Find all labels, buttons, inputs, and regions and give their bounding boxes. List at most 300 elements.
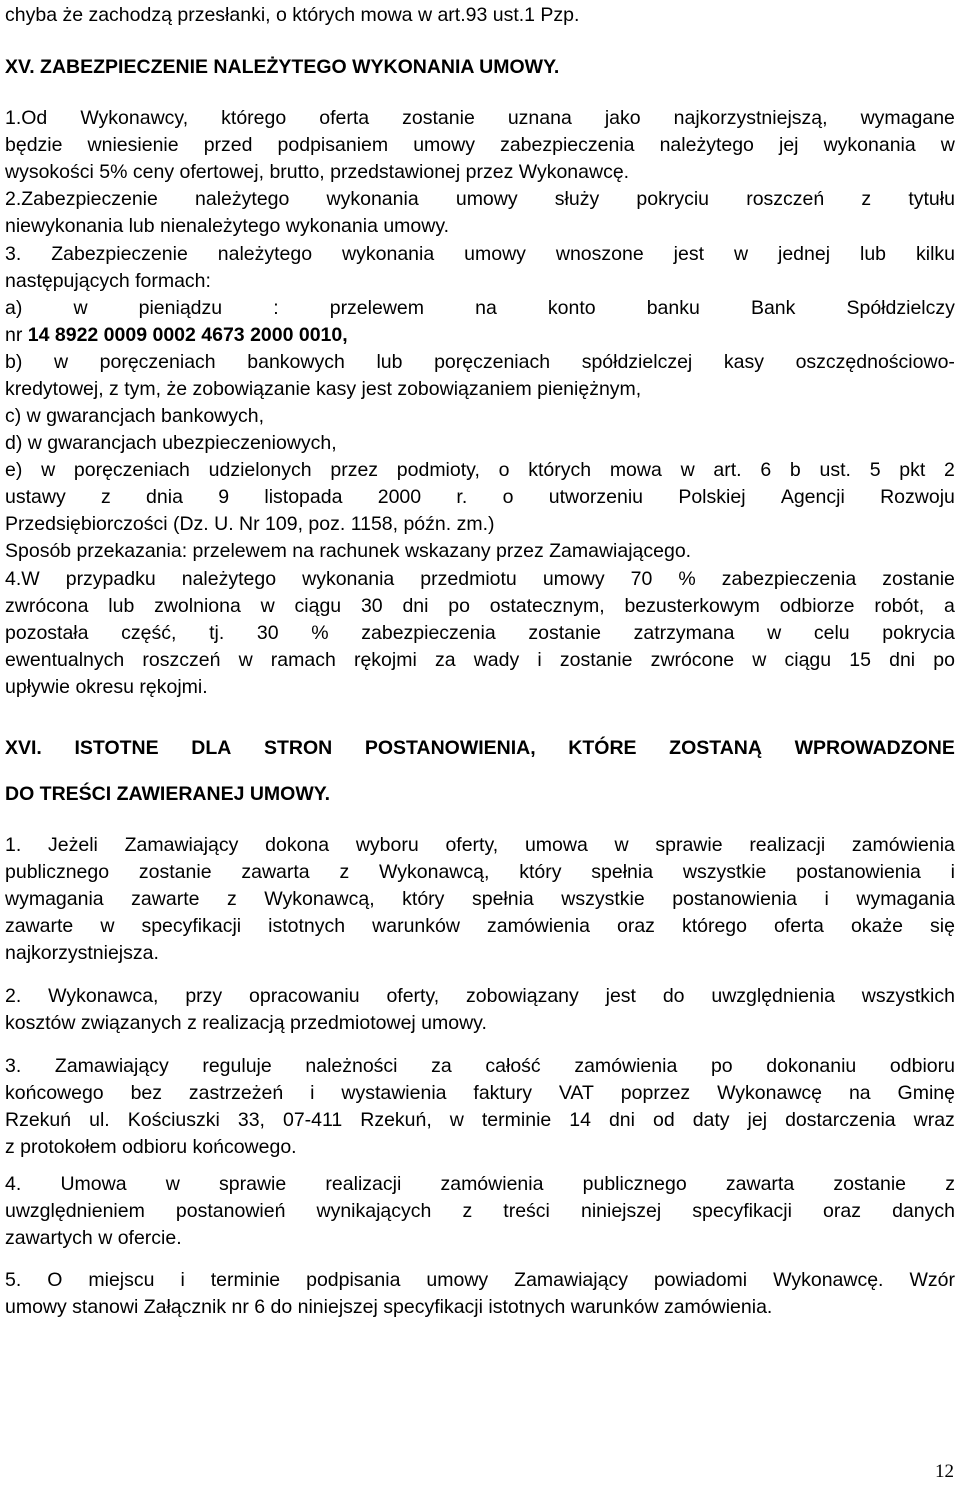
word: konto [547, 297, 596, 319]
word: całość [485, 1055, 541, 1077]
word: 9 [218, 486, 230, 508]
word: w [449, 1109, 464, 1131]
word: należytego [181, 568, 277, 590]
xv-p3-line-1 [5, 241, 955, 268]
word: kasy [723, 351, 764, 373]
word: Umowa [60, 1173, 127, 1195]
word: wszystkie [682, 861, 767, 883]
word: sprawie [219, 1173, 287, 1195]
word: O [47, 1269, 63, 1291]
word: od [652, 1109, 675, 1131]
word: odbioru [889, 1055, 955, 1077]
word: Polskiej [678, 486, 746, 508]
word: STRON [263, 737, 333, 759]
word: pokryciu [636, 188, 710, 210]
word: oferty, [445, 834, 499, 856]
word: uznana [507, 107, 572, 129]
word: przypadku [65, 568, 156, 590]
word: Rzekuń [5, 1109, 72, 1131]
word: należytego [659, 134, 754, 156]
word: z [339, 861, 350, 883]
word: będzie [5, 134, 63, 156]
word: treści [503, 1200, 550, 1222]
word: zawarte [131, 888, 200, 910]
word: zostanie [882, 568, 955, 590]
xv-p4-line-2 [5, 593, 955, 620]
word: w [41, 459, 56, 481]
word: zamówienia [574, 1055, 678, 1077]
word: i [950, 861, 955, 883]
word: lub [376, 351, 403, 373]
word: wystawienia [341, 1082, 447, 1104]
word: ust. [819, 459, 851, 481]
word: w [260, 595, 275, 617]
xv-p3-e-line [5, 457, 955, 484]
word: sprawie [655, 834, 723, 856]
word: w [73, 297, 88, 319]
word: którego [221, 107, 287, 129]
xv-p3-e-line-2 [5, 484, 955, 511]
word: zamówienia [440, 1173, 544, 1195]
word: spełnia [471, 888, 534, 910]
word: realizacji [325, 1173, 402, 1195]
word: listopada [264, 486, 343, 508]
word: 5. [5, 1269, 22, 1291]
word: wymagane [860, 107, 955, 129]
word: jako [604, 107, 641, 129]
word: dni [608, 1109, 635, 1131]
word: Jeżeli [48, 834, 98, 856]
word: z [945, 1173, 955, 1195]
word: umowy [542, 568, 605, 590]
word: Gminę [897, 1082, 955, 1104]
word: jest [605, 985, 636, 1007]
word: służy [554, 188, 600, 210]
word: a [944, 595, 955, 617]
word: publicznego [582, 1173, 687, 1195]
word: zawarte [5, 915, 74, 937]
word: DLA [191, 737, 232, 759]
xv-p4-line-4 [5, 647, 955, 674]
xv-p3-b-line-2: kredytowej, z tym, że zobowiązanie kasy jest zobowiązaniem pieniężnym, [5, 378, 642, 400]
word: wnoszone [555, 243, 644, 265]
word: ISTOTNE [74, 737, 159, 759]
word: Wykonawcy, [80, 107, 189, 129]
xvi-p5-line-2: umowy stanowi Załącznik nr 6 do niniejszej specyfikacji istotnych warunków zamówienia. [5, 1296, 773, 1318]
word: terminie [481, 1109, 552, 1131]
word: zostanie [138, 861, 212, 883]
word: 4.W [5, 568, 40, 590]
word: zabezpieczenia [721, 568, 857, 590]
word: umowa [524, 834, 588, 856]
word: zastrzeżeń [188, 1082, 284, 1104]
xvi-p4-line-2 [5, 1198, 955, 1225]
word: zawarta [725, 1173, 795, 1195]
xv-p3-transfer-line: Sposób przekazania: przelewem na rachunek wskazany przez Zamawiającego. [5, 540, 692, 562]
word: tj. [209, 622, 225, 644]
section-xvi-title-line-1 [5, 735, 955, 762]
word: roszczeń [746, 188, 825, 210]
xvi-p2-line-2: kosztów związanych z realizacją przedmiotowej umowy. [5, 1012, 487, 1034]
word: wraz [913, 1109, 955, 1131]
word: Wykonawcą, [264, 888, 375, 910]
word: Wykonawca, [48, 985, 159, 1007]
word: przedmiotu [420, 568, 517, 590]
xvi-p1-line-5: najkorzystniejsza. [5, 942, 159, 964]
word: w [614, 834, 629, 856]
word: z [101, 486, 111, 508]
word: ZOSTANĄ [669, 737, 762, 759]
word: 33, [237, 1109, 265, 1131]
word: zostanie [402, 107, 475, 129]
word: dni [889, 649, 916, 671]
xv-p4-line-1 [5, 566, 955, 593]
word: wykonania [342, 243, 435, 265]
section-xv-title: XV. ZABEZPIECZENIE NALEŻYTEGO WYKONANIA UMOWY. [5, 56, 560, 78]
word: jej [747, 1109, 768, 1131]
word: istotnych [268, 915, 346, 937]
word: % [678, 568, 696, 590]
word: dokona [265, 834, 330, 856]
word: i [310, 1082, 315, 1104]
word: oraz [823, 1200, 861, 1222]
word: oferta [319, 107, 370, 129]
word: i [180, 1269, 185, 1291]
word: umowy [464, 243, 526, 265]
word: na [848, 1082, 871, 1104]
word: jednej [778, 243, 831, 265]
word: warunków [372, 915, 460, 937]
word: zwrócona [5, 595, 89, 617]
word: pieniądzu [138, 297, 223, 319]
word: 5 [869, 459, 881, 481]
xvi-p1-line-2 [5, 859, 955, 886]
xv-p1-line-3: wysokości 5% ceny ofertowej, brutto, przedstawionej przez Wykonawcę. [5, 161, 630, 183]
word: daty [692, 1109, 730, 1131]
word: 2.Zabezpieczenie [5, 188, 158, 210]
word: oszczędnościowo- [795, 351, 955, 373]
word: zatrzymana [633, 622, 735, 644]
xv-p3-c-line: c) w gwarancjach bankowych, [5, 405, 265, 427]
word: publicznego [5, 861, 110, 883]
word: kilku [915, 243, 955, 265]
word: oferty, [386, 985, 440, 1007]
word: jest [673, 243, 704, 265]
xvi-p5-line-1 [5, 1267, 955, 1294]
word: Bank [750, 297, 796, 319]
xvi-p2-line-1 [5, 983, 955, 1010]
word: który [402, 888, 445, 910]
word: ciągu [294, 595, 342, 617]
word: umowy [455, 188, 518, 210]
word: przez [330, 459, 379, 481]
word: Wzór [909, 1269, 955, 1291]
word: 14 [569, 1109, 591, 1131]
word: ustawy [5, 486, 66, 508]
xv-p1-line-1 [5, 105, 955, 132]
word: bezusterkowym [624, 595, 760, 617]
word: należytego [217, 243, 313, 265]
word: roszczeń [142, 649, 221, 671]
word: o [498, 459, 510, 481]
word: mowa [609, 459, 662, 481]
xvi-p1-line-4 [5, 913, 955, 940]
section-xvi-title-line-2: DO TREŚCI ZAWIERANEJ UMOWY. [5, 783, 331, 805]
word: zwolniona [154, 595, 241, 617]
word: Wykonawcę [717, 1082, 823, 1104]
word: zamówienia [851, 834, 955, 856]
word: umowy [413, 134, 475, 156]
word: poprzez [620, 1082, 691, 1104]
word: utworzeniu [548, 486, 644, 508]
word: niniejszej [580, 1200, 662, 1222]
word: zabezpieczenia [500, 134, 635, 156]
word: ramach [270, 649, 336, 671]
word: wszystkich [861, 985, 955, 1007]
word: z [462, 1200, 473, 1222]
word: z [861, 188, 872, 210]
word: r. [456, 486, 468, 508]
xv-p3-account-line [5, 322, 348, 349]
word: lub [108, 595, 135, 617]
word: 2 [944, 459, 955, 481]
word: jej [778, 134, 799, 156]
word: ewentualnych [5, 649, 125, 671]
word: Zamawiający [54, 1055, 169, 1077]
word: do [662, 985, 685, 1007]
word: spółdzielczej [581, 351, 693, 373]
word: okaże [850, 915, 903, 937]
word: odbiorze [779, 595, 855, 617]
word: celu [813, 622, 850, 644]
xv-p3-b-line [5, 349, 955, 376]
word: Zamawiający [124, 834, 239, 856]
word: wady [473, 649, 520, 671]
word: zamówienia [486, 915, 590, 937]
word: poręczeniach [99, 351, 216, 373]
word: Rzekuń, [360, 1109, 432, 1131]
word: dostarczenia [785, 1109, 896, 1131]
word: część, [121, 622, 177, 644]
word: w [733, 243, 749, 265]
account-number: 14 8922 0009 0002 4673 2000 0010, [27, 324, 348, 346]
word: podpisania [306, 1269, 401, 1291]
word: w [680, 459, 695, 481]
word: tytułu [908, 188, 955, 210]
xv-p2-line-2: niewykonania lub nienależytego wykonania umowy. [5, 215, 450, 237]
word: w [940, 134, 955, 156]
word: za [434, 649, 456, 671]
word: opracowaniu [249, 985, 360, 1007]
word: wymagania [5, 888, 104, 910]
word: wykonania [823, 134, 916, 156]
word: ostatecznym, [489, 595, 605, 617]
xvi-p4-line-1 [5, 1171, 955, 1198]
xv-p3-a-line [5, 295, 955, 322]
xv-p3-line-2: następujących formach: [5, 270, 211, 292]
xvi-p3-line-2 [5, 1080, 955, 1107]
word: Rozwoju [880, 486, 955, 508]
word: terminie [210, 1269, 281, 1291]
word: dni [402, 595, 429, 617]
word: wszystkie [561, 888, 645, 910]
word: Wykonawcą, [379, 861, 490, 883]
word: lub [860, 243, 887, 265]
xvi-p3-line-4: z protokołem odbioru końcowego. [5, 1136, 297, 1158]
word: uwzględnienia [711, 985, 835, 1007]
word: oraz [616, 915, 655, 937]
word: banku [646, 297, 700, 319]
word: ul. [89, 1109, 110, 1131]
word: spełnia [591, 861, 654, 883]
word: z [226, 888, 237, 910]
word: 1. [5, 834, 22, 856]
word: przelewem [329, 297, 425, 319]
word: faktury [473, 1082, 532, 1104]
word: zobowiązany [466, 985, 579, 1007]
word: poręczeniach [434, 351, 551, 373]
word: b) [5, 351, 23, 373]
word: przy [185, 985, 223, 1007]
xv-p2-line-1 [5, 186, 955, 213]
word: bez [130, 1082, 163, 1104]
word: przed [203, 134, 253, 156]
word: wyboru [355, 834, 419, 856]
word: i [537, 649, 542, 671]
word: bankowych [247, 351, 345, 373]
word: : [273, 297, 279, 319]
word: dnia [146, 486, 183, 508]
word: poręczeniach [73, 459, 190, 481]
word: zawarta [241, 861, 310, 883]
word: WPROWADZONE [794, 737, 955, 759]
word: rękojmi [353, 649, 417, 671]
word: 3. [5, 243, 22, 265]
word: miejscu [88, 1269, 155, 1291]
xv-p3-d-line: d) w gwarancjach ubezpieczeniowych, [5, 432, 337, 454]
word: który [519, 861, 562, 883]
xv-p1-line-2 [5, 132, 955, 159]
word: 15 [849, 649, 871, 671]
word: zostanie [833, 1173, 907, 1195]
word: 3. [5, 1055, 22, 1077]
word: powiadomi [653, 1269, 748, 1291]
word: się [930, 915, 955, 937]
word: e) [5, 459, 23, 481]
xvi-p3-line-3 [5, 1107, 955, 1134]
word: postanowienia [672, 888, 797, 910]
word: postanowienia [796, 861, 921, 883]
word: Zabezpieczenie [51, 243, 188, 265]
intro-line: chyba że zachodzą przesłanki, o których mowa w art.93 ust.1 Pzp. [5, 4, 580, 26]
word: zwrócone [650, 649, 735, 671]
word: reguluje [202, 1055, 272, 1077]
word: specyfikacji [692, 1200, 792, 1222]
word: Wykonawcę. [773, 1269, 884, 1291]
word: Zamawiający [514, 1269, 628, 1291]
word: 70 [630, 568, 653, 590]
word: pozostała [5, 622, 89, 644]
word: w [238, 649, 253, 671]
word: podmioty, [396, 459, 480, 481]
word: wykonania [302, 568, 395, 590]
word: danych [892, 1200, 955, 1222]
word: których [528, 459, 592, 481]
word: b [789, 459, 801, 481]
word: dokonaniu [766, 1055, 857, 1077]
word: w [767, 622, 782, 644]
word: POSTANOWIENIA, [364, 737, 536, 759]
word: należytego [195, 188, 290, 210]
word: specyfikacji [141, 915, 242, 937]
word: uwzględnieniem [5, 1200, 145, 1222]
word: najkorzystniejszą, [673, 107, 828, 129]
word: i [824, 888, 829, 910]
word: 6 [760, 459, 772, 481]
word: o [502, 486, 514, 508]
word: KTÓRE [568, 737, 637, 759]
word: 2. [5, 985, 22, 1007]
word: Kościuszki [127, 1109, 220, 1131]
word: na [475, 297, 497, 319]
word: wynikających [316, 1200, 432, 1222]
word: Agencji [780, 486, 845, 508]
word: zostanie [559, 649, 633, 671]
word: zabezpieczenia [361, 622, 496, 644]
word: po [448, 595, 470, 617]
word: XVI. [5, 737, 42, 759]
word: należności [305, 1055, 398, 1077]
xvi-p1-line-1 [5, 832, 955, 859]
word: a) [5, 297, 23, 319]
word: 30 [360, 595, 383, 617]
word: zostanie [528, 622, 601, 644]
word: 07-411 [282, 1109, 343, 1131]
word: za [431, 1055, 452, 1077]
word: oferta [774, 915, 824, 937]
word: którego [681, 915, 747, 937]
word: 1.Od [5, 107, 48, 129]
xv-p4-line-5: upływie okresu rękojmi. [5, 676, 208, 698]
page-number: 12 [935, 1461, 954, 1482]
word: udzielonych [208, 459, 312, 481]
word: art. [713, 459, 742, 481]
word: podpisaniem [277, 134, 389, 156]
word: postanowień [175, 1200, 286, 1222]
xv-p3-e-line-3: Przedsiębiorczości (Dz. U. Nr 109, poz. 1158, późn. zm.) [5, 513, 495, 535]
word: realizacji [749, 834, 826, 856]
word: 30 [256, 622, 279, 644]
word: wykonania [326, 188, 419, 210]
word: w [53, 351, 69, 373]
word: pkt [899, 459, 926, 481]
xvi-p1-line-3 [5, 886, 955, 913]
word: Spółdzielczy [846, 297, 955, 319]
word: ciągu [784, 649, 832, 671]
word: VAT [558, 1082, 594, 1104]
word: umowy [426, 1269, 489, 1291]
word: po [710, 1055, 733, 1077]
word: wniesienie [87, 134, 179, 156]
word: wymagania [856, 888, 955, 910]
word: w [165, 1173, 180, 1195]
word: w [752, 649, 767, 671]
word: 2000 [377, 486, 422, 508]
word: 4. [5, 1173, 22, 1195]
word: % [311, 622, 329, 644]
xv-p4-line-3 [5, 620, 955, 647]
account-prefix: nr [5, 324, 28, 346]
